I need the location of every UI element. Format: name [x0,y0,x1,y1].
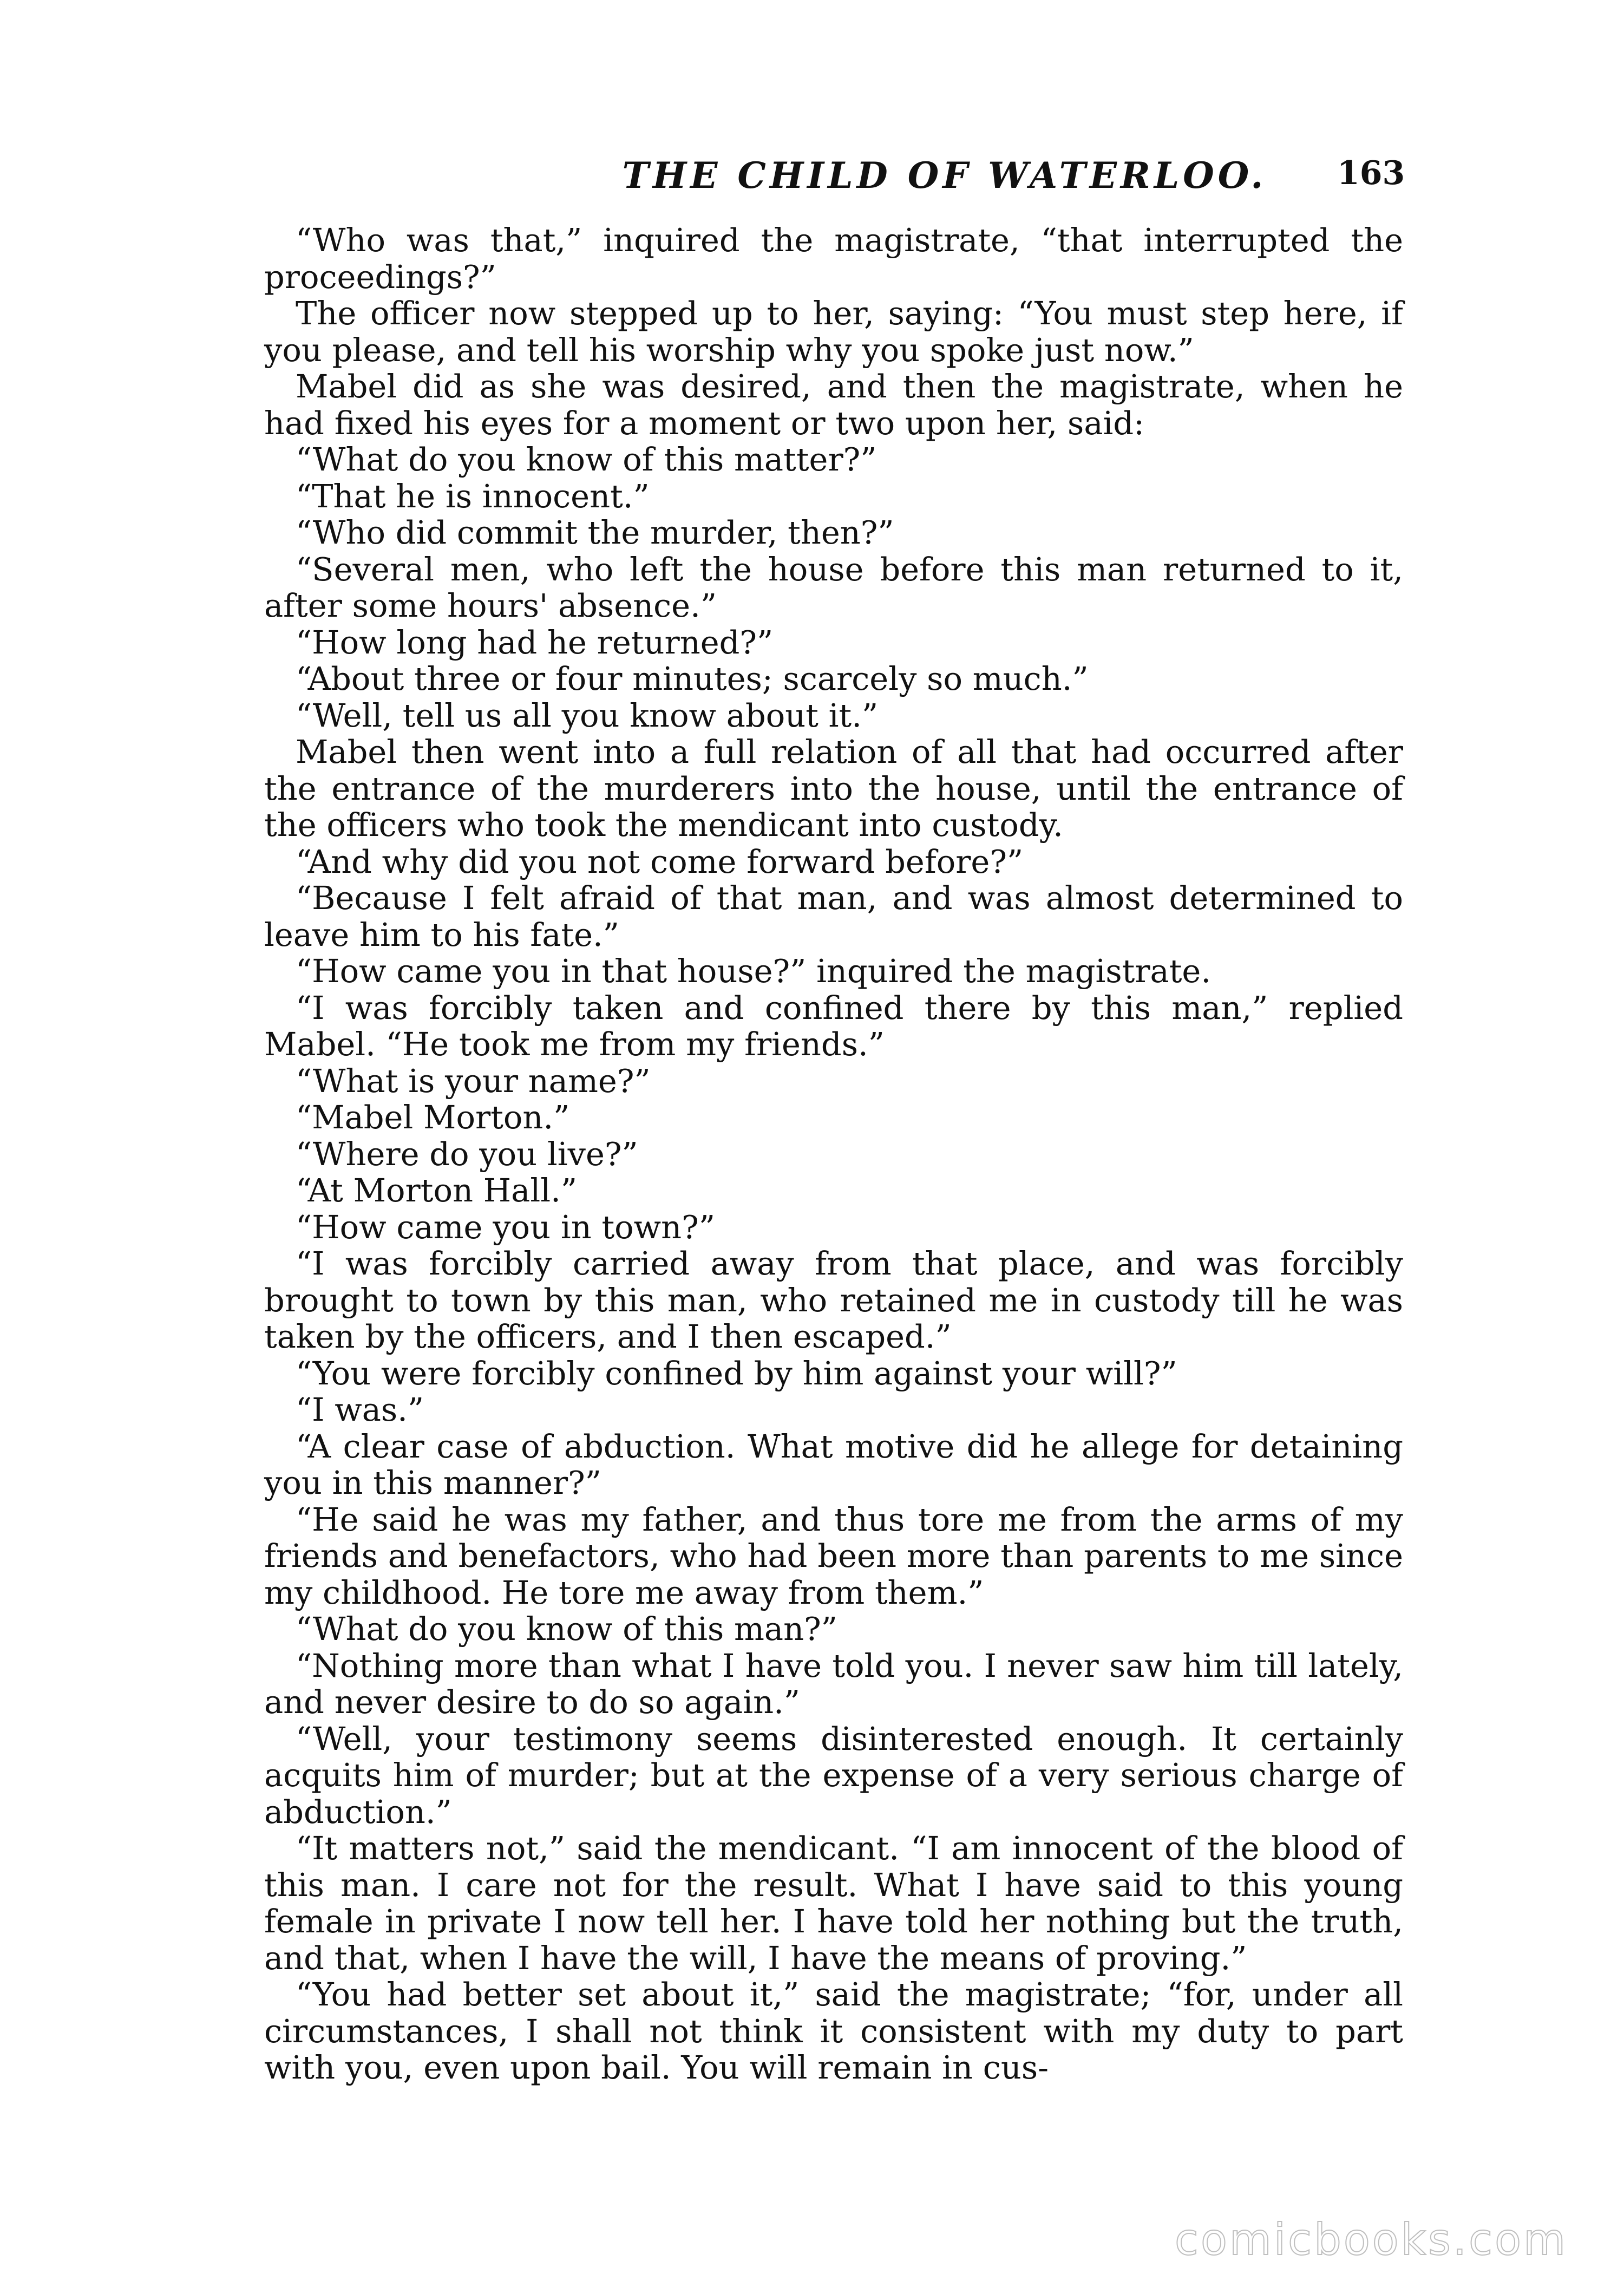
paragraph: “Several men, who left the house before this man returned to it, after some hours' absence.” [264,550,1403,624]
paragraph: “Well, your testimony seems disinterested enough. It certainly acquits him of murder; but at the expense of a very serious charge of abduction.” [264,1720,1403,1831]
paragraph: “A clear case of abduction. What motive did he allege for detaining you in this manner?” [264,1427,1403,1501]
paragraph: “You were forcibly confined by him against your will?” [296,1354,1177,1392]
paragraph: “About three or four minutes; scarcely so much.” [296,660,1089,697]
paragraph: “You had better set about it,” said the magistrate; “for, under all circumstances, I shall not think it consistent with my duty to part with you, even upon bail. You will remain in cus- [264,1976,1403,2086]
paragraph: “What do you know of this matter?” [296,441,877,478]
paragraph: “He said he was my father, and thus tore me from the arms of my friends and benefactors, who had been more than parents to me since my childhood. He tore me away from them.” [264,1500,1403,1611]
paragraph: “That he is innocent.” [296,477,650,515]
site-watermark: comicbooks.com [1175,2214,1568,2265]
paragraph: “Nothing more than what I have told you. I never saw him till lately, and never desire to do so again.” [264,1646,1403,1721]
paragraph: “At Morton Hall.” [296,1172,577,1209]
paragraph: “Who was that,” inquired the magistrate, “that interrupted the proceedings?” [264,221,1403,296]
paragraph: “Because I felt afraid of that man, and was almost determined to leave him to his fate.” [264,879,1403,953]
paragraph: “I was.” [296,1391,424,1428]
paragraph: “How came you in that house?” inquired the magistrate. [296,952,1212,990]
page-number: 163 [1337,154,1405,192]
running-title: THE CHILD OF WATERLOO. [622,154,1267,197]
paragraph: “What do you know of this man?” [296,1610,837,1648]
paragraph: “What is your name?” [296,1062,651,1100]
paragraph: “I was forcibly taken and confined there by this man,” replied Mabel. “He took me from my friends.” [264,989,1403,1063]
paragraph: “Where do you live?” [296,1135,638,1173]
paragraph: “And why did you not come forward before?” [296,842,1024,880]
paragraph: “I was forcibly carried away from that place, and was forcibly brought to town by this man, who retained me in custody till he was taken by the officers, and I then escaped.” [264,1245,1403,1355]
paragraph: “Mabel Morton.” [296,1099,570,1136]
paragraph: Mabel then went into a full relation of all that had occurred after the entrance of the murderers into the house, until the entrance of the officers who took the mendicant into custody. [264,733,1403,844]
paragraph: “Well, tell us all you know about it.” [296,696,879,734]
body-text [264,222,1403,2086]
paragraph: The officer now stepped up to her, saying: “You must step here, if you please, and tell his worship why you spoke just now.” [264,295,1403,369]
paragraph: “Who did commit the murder, then?” [296,514,894,551]
paragraph: “How long had he returned?” [296,623,774,661]
paragraph: “How came you in town?” [296,1208,715,1246]
paragraph: Mabel did as she was desired, and then the magistrate, when he had fixed his eyes for a moment or two upon her, said: [264,368,1403,442]
paragraph: “It matters not,” said the mendicant. “I am innocent of the blood of this man. I care not for the result. What I have said to this young female in private I now tell her. I have told her nothing but the truth, and that, when I have the will, I have the means of proving.” [264,1829,1403,1977]
